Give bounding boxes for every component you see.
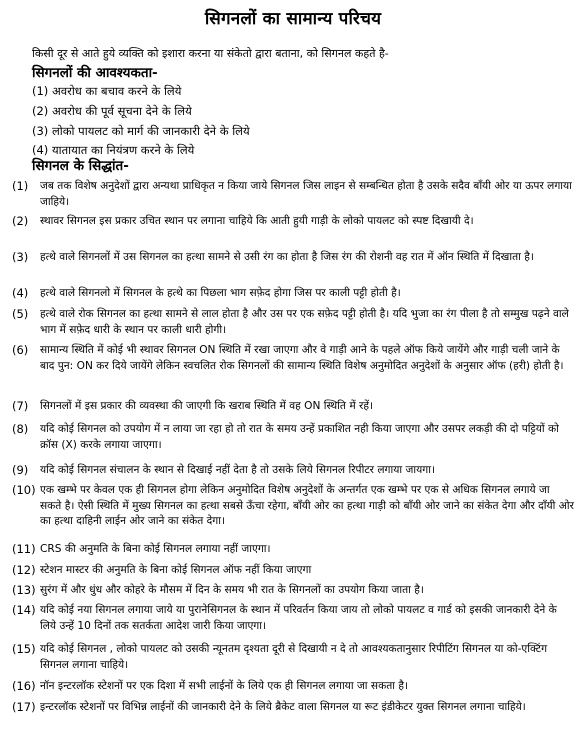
need-item: (4) यातायात का नियंत्रण करने के लिये [32, 143, 195, 157]
item-text: स्थावर सिगनल इस प्रकार उचित स्थान पर लगाना चाहिये कि आती हुयी गाड़ी के लोको पायलट को स्पष्ट दिखायी दे। [40, 215, 474, 227]
item-text: CRS की अनुमति के बिना कोई सिगनल लगाया नहीं जाएगा। [40, 543, 271, 555]
item-text: इन्टरलॉक स्टेशनों पर विभिन्न लाईनों की जानकारी देने के लिये ब्रैकेट वाला सिगनल या रूट इंडीकेटर युक्त सिगनल लगाना चाहिये। [40, 701, 526, 713]
item-number: (8) [12, 422, 29, 436]
need-item: (2) अवरोध की पूर्व सूचना देने के लिये [32, 104, 192, 118]
item-number: (2) [12, 214, 29, 228]
item-number: (13) [12, 583, 36, 597]
item-text: सुरंग में और धुंध और कोहरे के मौसम में दिन के समय भी रात के सिगनलों का उपयोग किया जाता है। [40, 584, 424, 596]
principles-heading: सिगनल के सिद्धांत- [32, 158, 129, 174]
item-text: यदि कोई सिगनल को उपयोग में न लाया जा रहा हो तो रात के समय उन्हें प्रकाशित नही किया जाएगा और उसपर लकड़ी की दो पट्टियों को क्रॉस (X) करके लगाया जाएगा। [40, 423, 559, 451]
item-number: (11) [12, 542, 36, 556]
item-text: यदि कोई सिगनल , लोको पायलट को उसकी न्यूनतम दृश्यता दूरी से दिखायी न दे तो आवश्यकतानुसार रिपीटिंग सिगनल या को-एक्टिंग सिगनल लगाना चाहिये। [40, 643, 548, 671]
need-item: (3) लोको पायलट को मार्ग की जानकारी देने के लिये [32, 124, 250, 138]
item-text: नॉन इन्टरलॉक स्टेशनों पर एक दिशा में सभी लाईनों के लिये एक ही सिगनल लगाया जा सकता है। [40, 680, 409, 692]
item-text: सामान्य स्थिति में कोई भी स्थावर सिगनल ON स्थिति में रखा जाएगा और वे गाड़ी आने के पहले ऑफ किये जायेंगे और गाड़ी चली जाने के बाद पुन: ON कर दिये जायेंगे लेकिन स्वचलित रोक सिगनलों की सामान्य स्थिति विशेष अनुमोदित अनुदेशों के अनुसार ऑफ (हरी) होती है। [40, 344, 564, 372]
item-number: (12) [12, 563, 36, 577]
needs-heading: सिगनलों की आवश्यकता- [32, 65, 158, 81]
item-text: सिगनलों में इस प्रकार की व्यवस्था की जाएगी कि खराब स्थिति में वह ON स्थिति में रहें। [40, 400, 374, 412]
item-text: स्टेशन मास्टर की अनुमति के बिना कोई सिगनल ऑफ नहीं किया जाएगा [40, 564, 312, 576]
item-number: (16) [12, 679, 36, 693]
item-number: (6) [12, 343, 29, 357]
item-text: जब तक विशेष अनुदेशों द्वारा अन्यथा प्राधिकृत न किया जाये सिगनल जिस लाइन से सम्बन्धित होता है उसके सदैव बाँयी ओर या ऊपर लगाया जाहिये। [40, 180, 572, 208]
item-number: (15) [12, 642, 36, 656]
intro-paragraph: किसी दूर से आते हुये व्यक्ति को इशारा करना या संकेतो द्वारा बताना, को सिगनल कहते है- [32, 47, 389, 60]
item-number: (3) [12, 250, 29, 264]
item-number: (14) [12, 603, 36, 617]
item-number: (4) [12, 286, 29, 300]
item-text: हत्थे वाले रोक सिगनल का हत्था सामने से लाल होता है और उस पर एक सफ़ेद पट्टी होती है। यदि भुजा का रंग पीला है तो सम्मुख पढ़ने वाले भाग में सफ़ेद धारी के स्थान पर काली धारी होगी। [40, 308, 569, 336]
item-number: (9) [12, 463, 29, 477]
item-number: (5) [12, 307, 29, 321]
item-number: (1) [12, 179, 29, 193]
item-text: एक खम्भे पर केवल एक ही सिगनल होगा लेकिन अनुमोदित विशेष अनुदेशों के अन्तर्गत एक खम्भे पर एक से अधिक सिगनल लगाये जा सकते है। ऐसी स्थिति में मुख्य सिगनल का हत्था सबसे ऊँचा रहेगा, बाँयी ओर का हत्था गाड़ी को बाँयी ओर जाने का संकेत देगा और दाँयी ओर का हत्था दाहिनी लाईन ओर जाने का संकेत देगा। [40, 484, 574, 527]
item-text: यदि कोई नया सिगनल लगाया जाये या पुरानेसिगनल के स्थान में परिवर्तन किया जाय तो लोको पायलट व गार्ड को इसकी जानकारी देने के लिये उन्हें 10 दिनों तक सतर्कता आदेश जारी किया जाएगा। [40, 604, 557, 632]
item-text: यदि कोई सिगनल संचालन के स्थान से दिखाई नहीं देता है तो उसके लिये सिगनल रिपीटर लगाया जायगा। [40, 464, 435, 476]
item-number: (10) [12, 483, 36, 497]
item-number: (7) [12, 399, 29, 413]
item-text: हत्थे वाले सिगनलों में उस सिगनल का हत्था सामने से उसी रंग का होता है जिस रंग की रोशनी वह रात में ऑन स्थिति में दिखाता है। [40, 251, 534, 263]
item-text: हत्थे वाले सिगनलो में सिगनल के हत्थे का पिछला भाग सफ़ेद होगा जिस पर काली पट्टी होती है। [40, 287, 401, 299]
need-item: (1) अवरोध का बचाव करने के लिये [32, 84, 182, 98]
page-title: सिगनलों का सामान्य परिचय [204, 9, 382, 29]
item-number: (17) [12, 700, 36, 714]
